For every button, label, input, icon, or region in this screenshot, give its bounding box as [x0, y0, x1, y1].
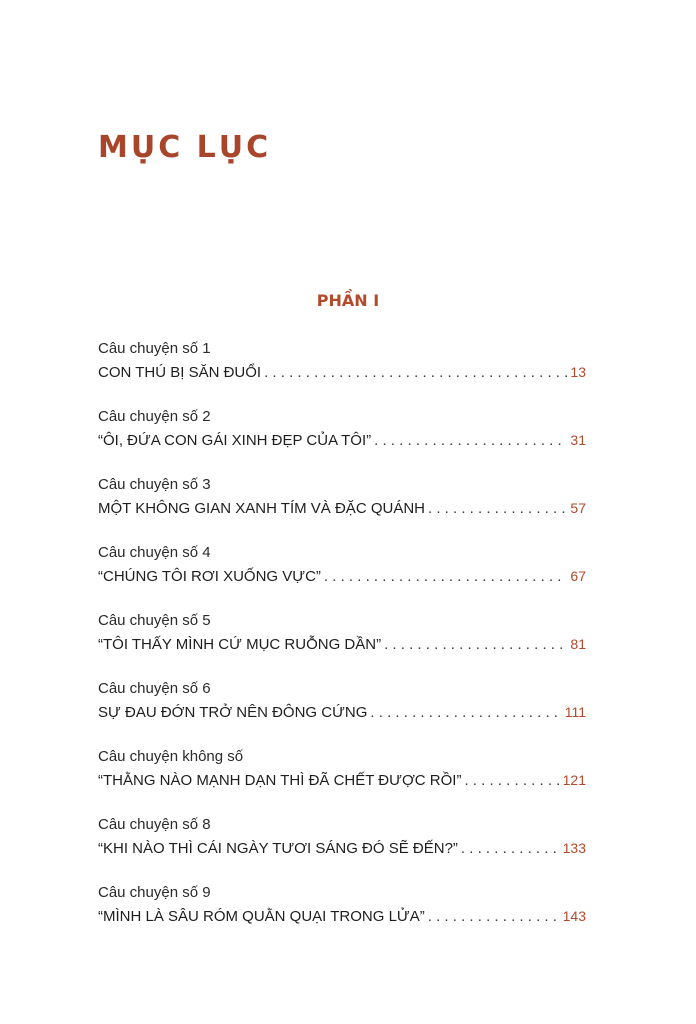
toc-entry[interactable]	[98, 542, 586, 588]
dot-leader	[428, 497, 567, 520]
page-number: 121	[562, 772, 586, 788]
page-number: 31	[570, 432, 586, 448]
story-line	[98, 360, 586, 384]
story-title: “ÔI, ĐỨA CON GÁI XINH ĐẸP CỦA TÔI”	[98, 432, 372, 449]
page-number: 143	[562, 908, 586, 924]
story-title: “CHÚNG TÔI RƠI XUỐNG VỰC”	[98, 568, 321, 585]
dot-leader	[324, 565, 568, 588]
story-title: “THẰNG NÀO MẠNH DẠN THÌ ĐÃ CHẾT ĐƯỢC RỒI”	[98, 772, 462, 789]
toc-entry[interactable]	[98, 814, 586, 860]
toc-entry[interactable]	[98, 746, 586, 792]
story-label: Câu chuyện số 3	[98, 476, 211, 493]
dot-leader	[428, 905, 560, 928]
dot-leader	[384, 633, 567, 656]
story-label: Câu chuyện số 8	[98, 816, 211, 833]
story-line	[98, 768, 586, 792]
page-number: 133	[562, 840, 586, 856]
story-line	[98, 700, 586, 724]
story-line	[98, 428, 586, 452]
page-number: 81	[570, 636, 586, 652]
page-number: 57	[570, 500, 586, 516]
toc-entry[interactable]	[98, 338, 586, 384]
dot-leader	[374, 429, 567, 452]
toc-entry[interactable]	[98, 678, 586, 724]
story-label: Câu chuyện không số	[98, 748, 244, 765]
dot-leader	[264, 361, 567, 384]
dot-leader	[461, 837, 560, 860]
page-title: MỤC LỤC	[98, 130, 272, 165]
toc-entry[interactable]	[98, 406, 586, 452]
story-title: MỘT KHÔNG GIAN XANH TÍM VÀ ĐẶC QUÁNH	[98, 500, 425, 517]
dot-leader	[464, 769, 559, 792]
table-of-contents	[98, 338, 586, 950]
story-label: Câu chuyện số 5	[98, 612, 211, 629]
story-title: “KHI NÀO THÌ CÁI NGÀY TƯƠI SÁNG ĐÓ SẼ ĐẾN?”	[98, 840, 458, 857]
part-heading: PHẦN I	[316, 291, 380, 310]
story-label: Câu chuyện số 9	[98, 884, 211, 901]
story-label: Câu chuyện số 6	[98, 680, 211, 697]
page-number: 13	[570, 364, 586, 380]
dot-leader	[370, 701, 561, 724]
toc-entry[interactable]	[98, 474, 586, 520]
story-label: Câu chuyện số 4	[98, 544, 211, 561]
toc-entry[interactable]	[98, 610, 586, 656]
story-line	[98, 904, 586, 928]
story-title: CON THÚ BỊ SĂN ĐUỔI	[98, 364, 262, 381]
story-title: “MÌNH LÀ SÂU RÓM QUẰN QUẠI TRONG LỬA”	[98, 908, 425, 925]
story-line	[98, 564, 586, 588]
story-title: “TÔI THẤY MÌNH CỨ MỤC RUỖNG DẦN”	[98, 636, 382, 653]
story-label: Câu chuyện số 1	[98, 340, 211, 357]
page-number: 67	[570, 568, 586, 584]
story-line	[98, 632, 586, 656]
story-title: SỰ ĐAU ĐỚN TRỞ NÊN ĐÔNG CỨNG	[98, 704, 368, 721]
story-line	[98, 496, 586, 520]
story-label: Câu chuyện số 2	[98, 408, 211, 425]
page-number: 111	[564, 704, 586, 720]
story-line	[98, 836, 586, 860]
toc-entry[interactable]	[98, 882, 586, 928]
